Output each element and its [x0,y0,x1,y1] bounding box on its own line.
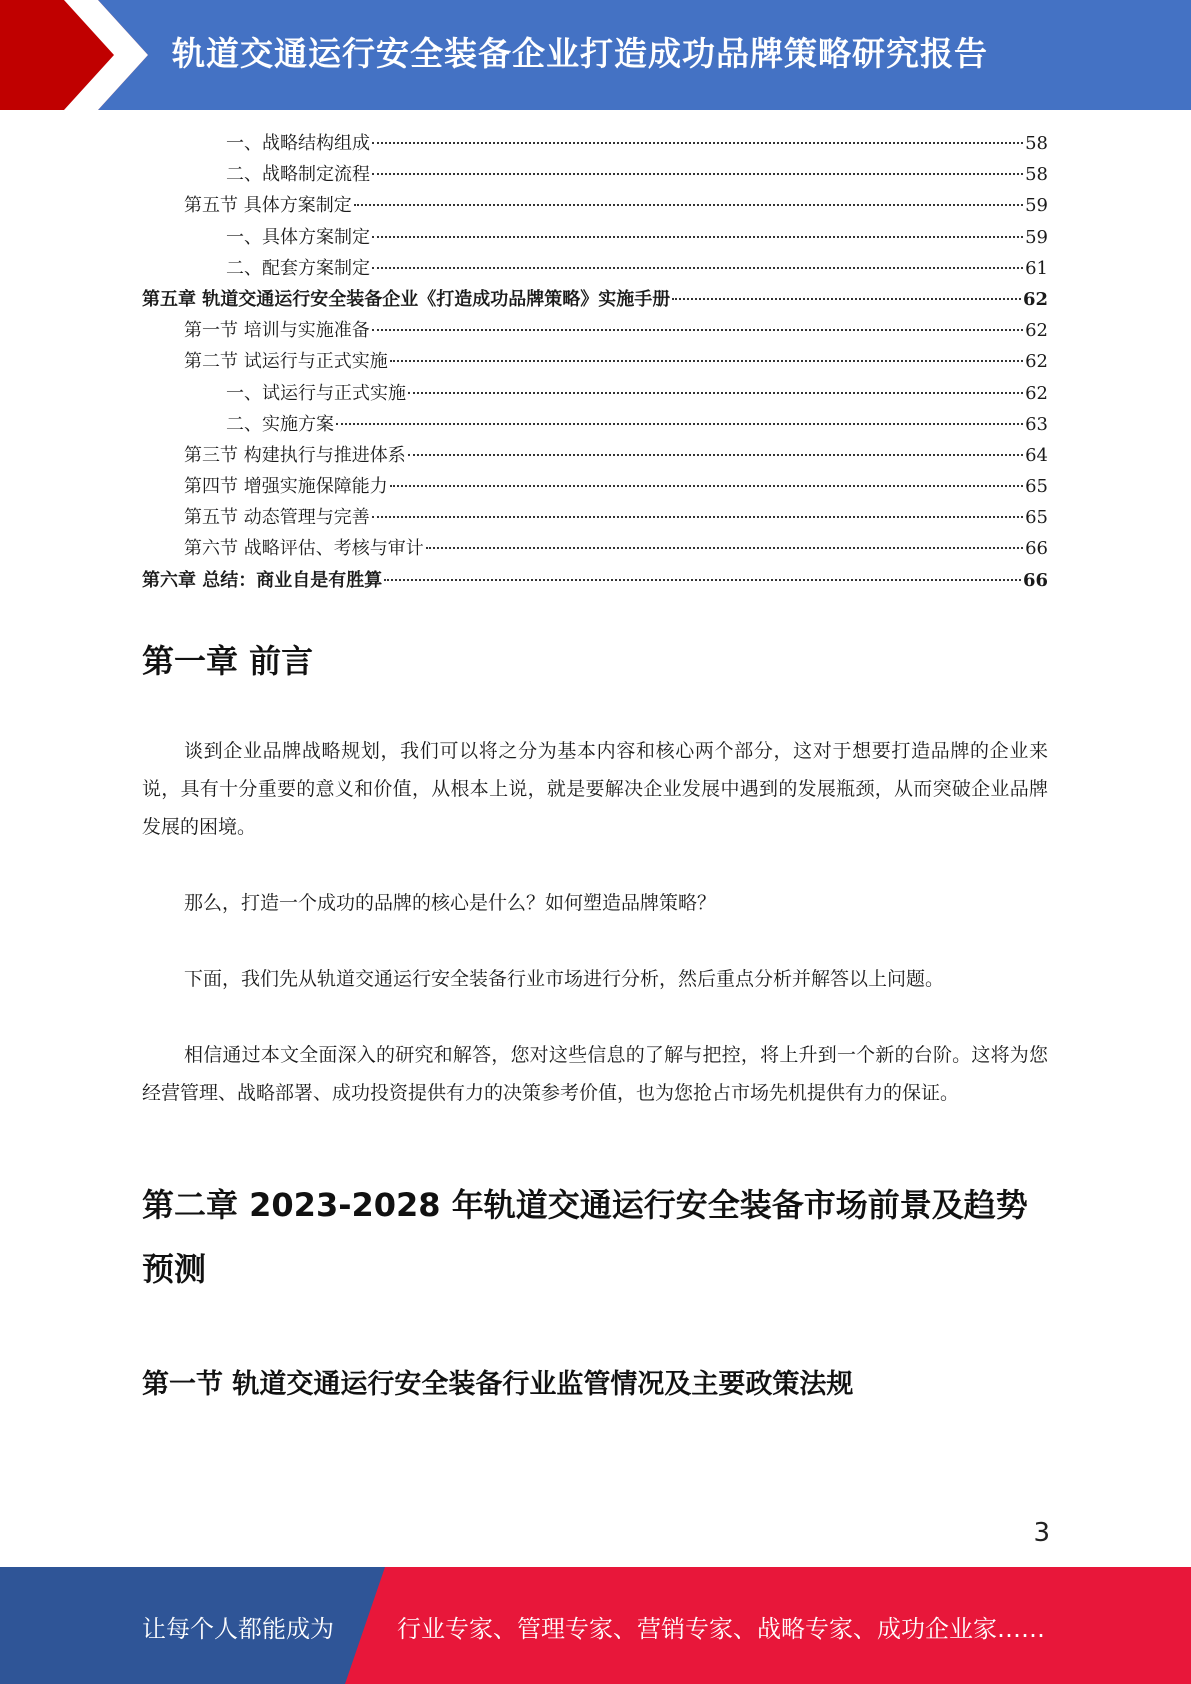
toc-entry[interactable] [142,409,1048,440]
toc-leader-dots [672,298,1021,300]
toc-leader-dots [408,392,1023,394]
toc-entry-label: 二、实施方案 [226,413,334,435]
toc-entry-page: 63 [1025,413,1048,435]
toc-leader-dots [372,267,1023,269]
toc-entry-label: 第三节 构建执行与推进体系 [184,444,406,466]
toc-entry[interactable] [142,533,1048,564]
toc-leader-dots [336,423,1023,425]
chapter1-paragraph: 相信通过本文全面深入的研究和解答，您对这些信息的了解与把控，将上升到一个新的台阶。这将为您经营管理、战略部署、成功投资提供有力的决策参考价值，也为您抢占市场先机提供有力的保证。 [142,1044,1048,1104]
toc-entry-label: 第六节 战略评估、考核与审计 [184,538,424,560]
toc-leader-dots [426,547,1023,549]
footer-slogan-right: 行业专家、管理专家、营销专家、战略专家、成功企业家…… [397,1615,1045,1643]
toc-leader-dots [390,360,1023,362]
toc-leader-dots [354,204,1023,206]
header-banner [0,0,1191,110]
toc-entry[interactable] [142,159,1048,190]
toc-entry[interactable] [142,190,1048,221]
toc-entry-page: 58 [1025,164,1048,186]
toc-leader-dots [372,173,1023,175]
chapter2-section1-heading: 第一节 轨道交通运行安全装备行业监管情况及主要政策法规 [142,1369,854,1400]
toc-entry-label: 二、配套方案制定 [226,257,370,279]
toc-leader-dots [372,516,1023,518]
chapter1-paragraph: 那么，打造一个成功的品牌的核心是什么？如何塑造品牌策略？ [184,892,717,914]
footer-slogan-left: 让每个人都能成为 [142,1615,334,1643]
toc-leader-dots [408,454,1023,456]
toc-leader-dots [384,579,1021,581]
toc-entry[interactable] [142,440,1048,471]
toc-entry-page: 64 [1025,444,1048,466]
toc-entry-page: 58 [1025,133,1048,154]
chapter1-heading: 第一章 前言 [142,642,314,680]
toc-leader-dots [390,485,1023,487]
footer-banner [0,1567,1191,1684]
toc-entry-label: 第五章 轨道交通运行安全装备企业《打造成功品牌策略》实施手册 [142,288,671,310]
toc-leader-dots [372,329,1023,331]
toc-entry[interactable] [142,253,1048,284]
toc-leader-dots [372,142,1023,144]
toc-entry-page: 65 [1025,507,1048,529]
toc-entry-page: 62 [1025,351,1048,373]
toc-entry-page: 62 [1022,288,1048,310]
toc-entry-page: 59 [1025,226,1048,248]
toc-entry[interactable] [142,128,1048,159]
toc-entry-page: 66 [1022,569,1048,591]
toc-entry-page: 62 [1025,320,1048,342]
toc-entry-page: 61 [1025,257,1048,279]
toc-entry-label: 一、试运行与正式实施 [226,382,406,404]
toc-entry-label: 第二节 试运行与正式实施 [184,351,388,373]
toc-entry[interactable] [142,378,1048,409]
toc-entry[interactable] [142,222,1048,253]
toc-entry-label: 第四节 增强实施保障能力 [184,476,388,498]
toc-entry[interactable] [142,502,1048,533]
toc-entry-label: 第五节 具体方案制定 [184,195,352,217]
toc-entry[interactable] [142,471,1048,502]
toc-entry-label: 一、战略结构组成 [226,133,370,154]
toc-entry-label: 第六章 总结：商业自是有胜算 [142,569,383,591]
chapter2-heading: 第二章 2023-2028 年轨道交通运行安全装备市场前景及趋势预测 [142,1186,1028,1288]
toc-entry[interactable] [142,315,1048,346]
chapter1-paragraph: 谈到企业品牌战略规划，我们可以将之分为基本内容和核心两个部分，这对于想要打造品牌的企业来说，具有十分重要的意义和价值，从根本上说，就是要解决企业发展中遇到的发展瓶颈，从而突破企业品牌发展的困境。 [142,740,1048,838]
toc-entry-label: 二、战略制定流程 [226,164,370,186]
toc-entry-page: 59 [1025,195,1048,217]
toc-entry-label: 第五节 动态管理与完善 [184,507,370,529]
toc-entry-label: 一、具体方案制定 [226,226,370,248]
page-number: 3 [1033,1518,1050,1548]
toc-entry-label: 第一节 培训与实施准备 [184,320,370,342]
table-of-contents [142,128,1048,596]
toc-entry[interactable] [142,346,1048,377]
toc-entry[interactable] [142,284,1048,315]
toc-entry-page: 66 [1025,538,1048,560]
toc-leader-dots [372,236,1023,238]
report-title: 轨道交通运行安全装备企业打造成功品牌策略研究报告 [172,34,988,73]
chapter1-paragraph: 下面，我们先从轨道交通运行安全装备行业市场进行分析，然后重点分析并解答以上问题。 [184,968,945,990]
toc-entry-page: 62 [1025,382,1048,404]
toc-entry-page: 65 [1025,476,1048,498]
toc-entry[interactable] [142,565,1048,596]
